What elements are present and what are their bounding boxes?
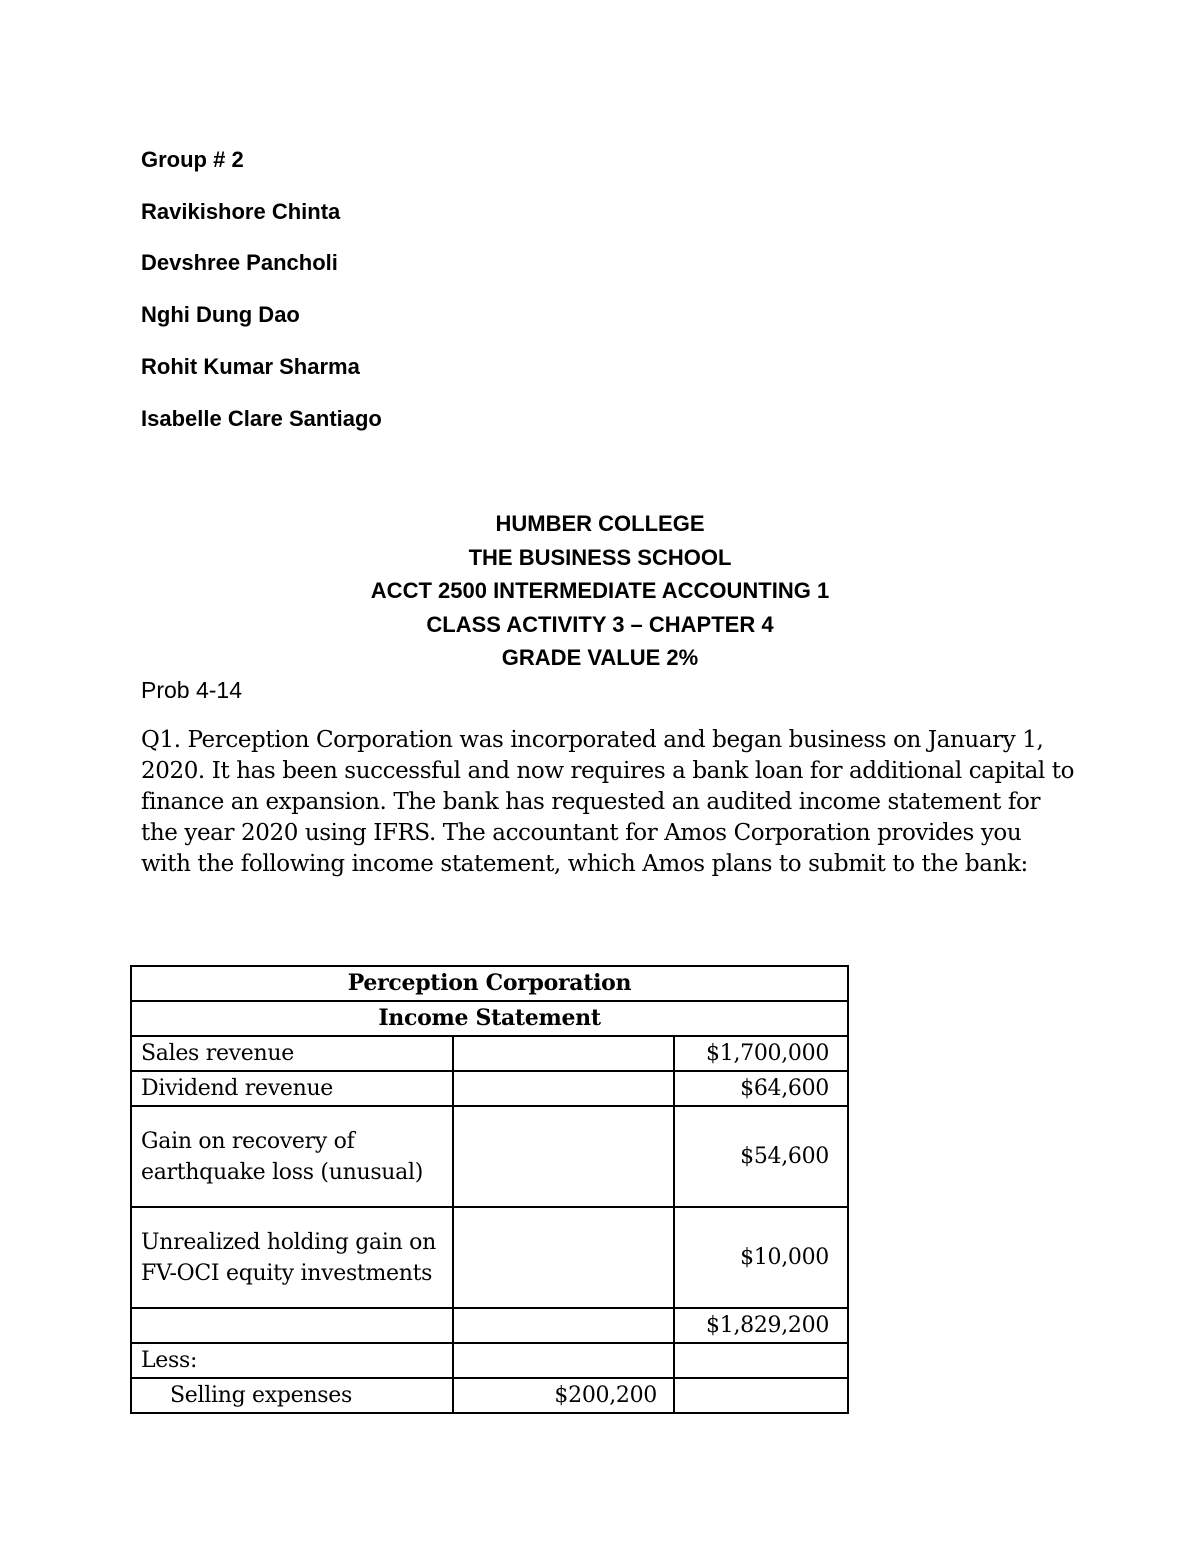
row-label: Sales revenue xyxy=(131,1036,453,1071)
row-middle xyxy=(453,1343,674,1378)
table-row xyxy=(131,1207,848,1308)
row-label: Unrealized holding gain on FV-OCI equity investments xyxy=(131,1207,453,1308)
row-amount: $1,829,200 xyxy=(674,1308,848,1343)
income-statement-table xyxy=(130,965,849,1414)
row-middle: $200,200 xyxy=(453,1378,674,1413)
group-title: Group # 2 xyxy=(141,147,244,172)
group-member: Devshree Pancholi xyxy=(141,250,338,275)
row-middle xyxy=(453,1071,674,1106)
row-label xyxy=(131,1308,453,1343)
school-name: THE BUSINESS SCHOOL xyxy=(468,544,732,570)
table-row xyxy=(131,1071,848,1106)
statement-title: Income Statement xyxy=(131,1001,848,1036)
table-row xyxy=(131,1106,848,1207)
college-name: HUMBER COLLEGE xyxy=(495,511,705,536)
row-amount: $10,000 xyxy=(674,1207,848,1308)
row-amount: $64,600 xyxy=(674,1071,848,1106)
row-label: Selling expenses xyxy=(131,1378,453,1413)
row-middle xyxy=(453,1308,674,1343)
table-row xyxy=(131,1036,848,1071)
row-amount xyxy=(674,1378,848,1413)
problem-label: Prob 4-14 xyxy=(141,677,243,703)
row-label: Gain on recovery of earthquake loss (unusual) xyxy=(131,1106,453,1207)
row-label: Less: xyxy=(131,1343,453,1378)
course-heading xyxy=(0,507,1200,675)
group-member: Isabelle Clare Santiago xyxy=(141,406,382,431)
grade-value: GRADE VALUE 2% xyxy=(501,645,699,670)
row-amount: $54,600 xyxy=(674,1106,848,1207)
row-amount xyxy=(674,1343,848,1378)
company-name: Perception Corporation xyxy=(131,966,848,1001)
table-row xyxy=(131,1343,848,1378)
group-member: Rohit Kumar Sharma xyxy=(141,354,360,379)
question-text: Q1. Perception Corporation was incorporated and began business on January 1, 2020. It has been successful and now requires a bank loan for additional capital to finance an expansion. The bank has requested an audited income statement for the year 2020 using IFRS. The accountant for Amos Corporation provides you with the following income statement, which Amos plans to submit to the bank: xyxy=(141,727,1075,877)
row-amount: $1,700,000 xyxy=(674,1036,848,1071)
row-middle xyxy=(453,1106,674,1207)
table-row xyxy=(131,1378,848,1413)
row-middle xyxy=(453,1207,674,1308)
group-member: Ravikishore Chinta xyxy=(141,199,341,224)
activity-title: CLASS ACTIVITY 3 – CHAPTER 4 xyxy=(426,611,774,637)
row-label: Dividend revenue xyxy=(131,1071,453,1106)
table-row xyxy=(131,1308,848,1343)
course-title: ACCT 2500 INTERMEDIATE ACCOUNTING 1 xyxy=(370,578,830,603)
row-middle xyxy=(453,1036,674,1071)
group-member: Nghi Dung Dao xyxy=(141,302,300,327)
